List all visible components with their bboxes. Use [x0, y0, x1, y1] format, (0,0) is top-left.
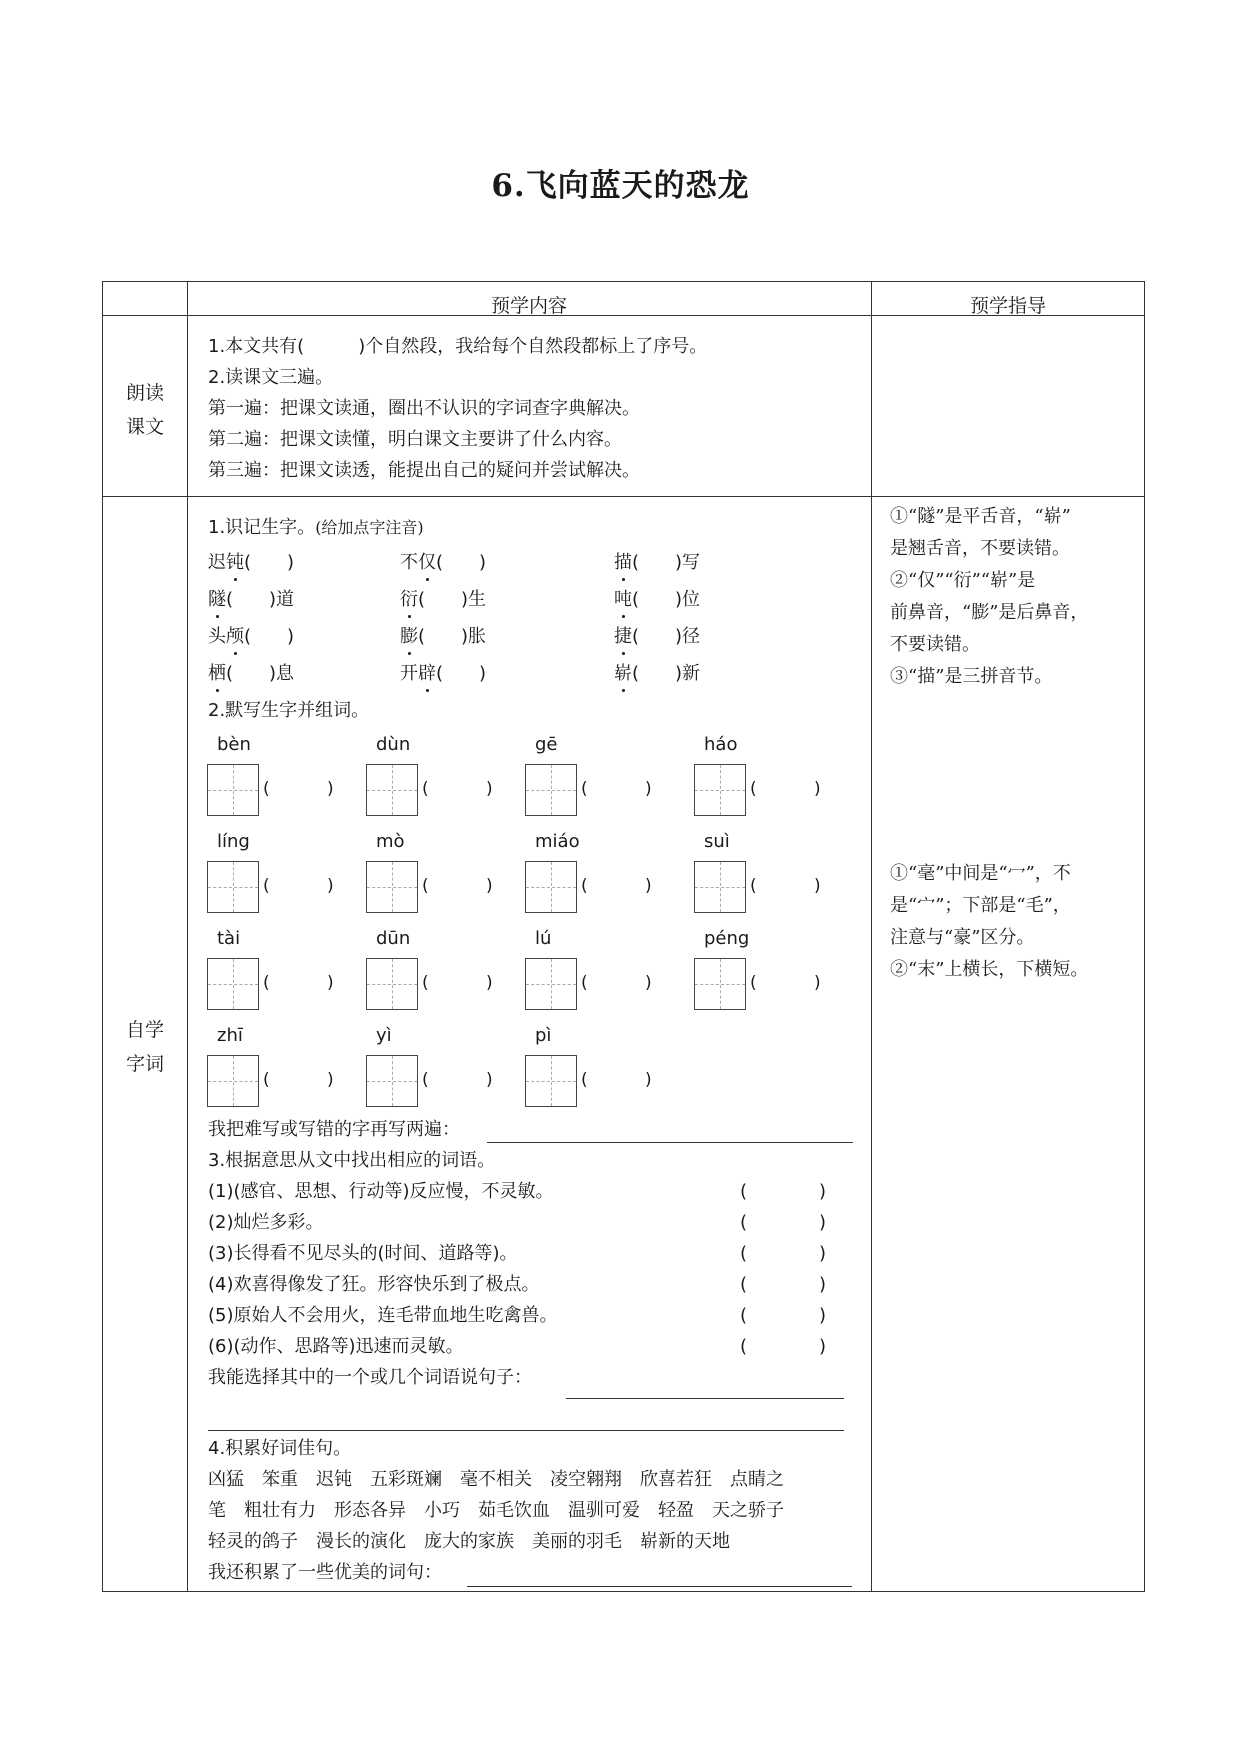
q1-item-dotted-char: 辟 [418, 663, 436, 684]
word-blank-open: ( [750, 973, 757, 993]
word-blank-close: ) [486, 973, 493, 993]
q4-line-3: 轻灵的鸽子 漫长的演化 庞大的家族 美丽的羽毛 崭新的天地 [208, 1531, 730, 1552]
word-blank-open: ( [581, 876, 588, 896]
q1-item-dotted-char: 仅 [418, 552, 436, 573]
pinyin-label: péng [704, 928, 750, 949]
guide-a-line-2: 是翘舌音，不要读错。 [890, 538, 1070, 559]
q1-item-blank[interactable]: ( )胀 [418, 626, 487, 647]
word-blank-close: ) [327, 1070, 334, 1090]
guide-a-line-3: ②“仅”“衍”“崭”是 [890, 570, 1036, 591]
reading-label [103, 376, 187, 444]
q1-item [208, 662, 294, 686]
word-blank-open: ( [263, 1070, 270, 1090]
word-blank-close: ) [645, 1070, 652, 1090]
q1-note: (给加点字注音) [315, 518, 424, 537]
q1-item-blank[interactable]: ( )径 [632, 626, 701, 647]
word-blank-close: ) [814, 973, 821, 993]
q3-title: 3.根据意思从文中找出相应的词语。 [208, 1150, 496, 1171]
writing-grid-box[interactable] [525, 1055, 577, 1107]
q1-item-dotted-char: 膨 [400, 626, 418, 647]
q1-item [208, 588, 294, 612]
word-blank-open: ( [750, 876, 757, 896]
guide-a-line-4: 前鼻音，“膨”是后鼻音， [890, 602, 1089, 623]
writing-grid-box[interactable] [525, 861, 577, 913]
word-blank-open: ( [581, 779, 588, 799]
writing-grid-box[interactable] [366, 861, 418, 913]
pinyin-label: lú [535, 928, 552, 949]
writing-grid-box[interactable] [366, 1055, 418, 1107]
guide-pronunciation [890, 501, 1132, 693]
rewrite-label: 我把难写或写错的字再写两遍： [208, 1119, 460, 1140]
q1-item [614, 551, 700, 575]
q1-item-dotted-char: 捷 [614, 626, 632, 647]
pinyin-label: suì [704, 831, 730, 852]
word-blank-close: ) [645, 779, 652, 799]
q1-item-blank[interactable]: ( ) [436, 663, 487, 684]
page-title: 6.飞向蓝天的恐龙 [491, 168, 750, 204]
q1-item-blank[interactable]: ( ) [244, 626, 295, 647]
word-blank-open: ( [581, 973, 588, 993]
sentence-line-1[interactable] [566, 1398, 844, 1399]
writing-grid-box[interactable] [207, 764, 259, 816]
word-blank-close: ) [327, 876, 334, 896]
writing-grid-box[interactable] [694, 958, 746, 1010]
q1-item-prefix: 头 [208, 626, 226, 647]
reading-label-line1: 朗读 [125, 382, 164, 404]
q3-item: (3)长得看不见尽头的(时间、道路等)。 [208, 1243, 518, 1264]
reading-line-1: 1.本文共有( )个自然段，我给每个自然段都标上了序号。 [208, 336, 708, 357]
guide-a-line-1: ①“隧”是平舌音，“崭” [890, 506, 1071, 527]
word-blank-close: ) [645, 973, 652, 993]
guide-a-line-6: ③“描”是三拼音节。 [890, 666, 1053, 687]
reading-line-2: 2.读课文三遍。 [208, 367, 334, 388]
pinyin-label: háo [704, 734, 738, 755]
word-blank-open: ( [422, 1070, 429, 1090]
guide-b-line-4: ②“末”上横长，下横短。 [890, 959, 1089, 980]
col-divider-2 [871, 281, 872, 1592]
q3-item: (2)灿烂多彩。 [208, 1212, 324, 1233]
q1-item-blank[interactable]: ( )新 [632, 663, 701, 684]
word-blank-open: ( [263, 779, 270, 799]
word-blank-open: ( [422, 876, 429, 896]
q1-item-blank[interactable]: ( )位 [632, 589, 701, 610]
guide-writing [890, 858, 1132, 986]
q3-item: (1)(感官、思想、行动等)反应慢，不灵敏。 [208, 1181, 554, 1202]
header-guide: 预学指导 [969, 295, 1046, 317]
word-blank-open: ( [422, 973, 429, 993]
guide-b-line-1: ①“毫”中间是“冖”，不 [890, 863, 1071, 884]
q1-item-blank[interactable]: ( ) [436, 552, 487, 573]
writing-grid-box[interactable] [207, 1055, 259, 1107]
writing-grid-box[interactable] [366, 764, 418, 816]
word-blank-close: ) [327, 779, 334, 799]
pinyin-label: gē [535, 734, 558, 755]
word-blank-close: ) [645, 876, 652, 896]
self-study-label [103, 1013, 187, 1081]
word-blank-close: ) [486, 1070, 493, 1090]
writing-grid-box[interactable] [207, 958, 259, 1010]
q1-item [614, 662, 700, 686]
reading-line-5: 第三遍：把课文读透，能提出自己的疑问并尝试解决。 [208, 460, 640, 481]
q1-item [208, 551, 294, 575]
q3-item: (6)(动作、思路等)迅速而灵敏。 [208, 1336, 464, 1357]
q4-line-1: 凶猛 笨重 迟钝 五彩斑斓 毫不相关 凌空翱翔 欣喜若狂 点睛之 [208, 1469, 784, 1490]
pinyin-label: mò [376, 831, 405, 852]
q1-item-blank[interactable]: ( )道 [226, 589, 295, 610]
writing-grid-box[interactable] [525, 958, 577, 1010]
q1-item-prefix: 迟 [208, 552, 226, 573]
writing-grid-box[interactable] [366, 958, 418, 1010]
pinyin-label: tài [217, 928, 241, 949]
self-study-label-line2: 字词 [125, 1053, 164, 1075]
q4-title: 4.积累好词佳句。 [208, 1438, 352, 1459]
q1-item-dotted-char: 吨 [614, 589, 632, 610]
word-blank-open: ( [750, 779, 757, 799]
pinyin-label: zhī [217, 1025, 243, 1046]
q1-item-blank[interactable]: ( )生 [418, 589, 487, 610]
q1-item-dotted-char: 栖 [208, 663, 226, 684]
q1-item [400, 662, 486, 686]
pinyin-label: miáo [535, 831, 580, 852]
q3-answer-blank[interactable]: ( ) [740, 1212, 827, 1233]
q3-item: (4)欢喜得像发了狂。形容快乐到了极点。 [208, 1274, 540, 1295]
word-blank-close: ) [814, 779, 821, 799]
guide-a-line-5: 不要读错。 [890, 634, 980, 655]
q1-item-dotted-char: 颅 [226, 626, 244, 647]
q1-item [400, 625, 486, 649]
word-blank-open: ( [263, 876, 270, 896]
q1-item-prefix: 开 [400, 663, 418, 684]
q1-item-blank[interactable]: ( ) [244, 552, 295, 573]
pinyin-label: líng [217, 831, 250, 852]
rewrite-line[interactable] [487, 1142, 853, 1143]
pinyin-label: bèn [217, 734, 251, 755]
q1-item-blank[interactable]: ( )写 [632, 552, 701, 573]
q1-item [208, 625, 294, 649]
q3-item: (5)原始人不会用火，连毛带血地生吃禽兽。 [208, 1305, 558, 1326]
q1-item-dotted-char: 描 [614, 552, 632, 573]
sentence-line-2[interactable] [208, 1430, 844, 1431]
q3-answer-blank[interactable]: ( ) [740, 1274, 827, 1295]
q1-item [614, 588, 700, 612]
q3-answer-blank[interactable]: ( ) [740, 1305, 827, 1326]
pinyin-label: dūn [376, 928, 411, 949]
word-blank-open: ( [581, 1070, 588, 1090]
q1-item-dotted-char: 衍 [400, 589, 418, 610]
q1-item [400, 588, 486, 612]
row-divider [102, 496, 1145, 497]
reading-label-line2: 课文 [125, 416, 164, 438]
sentence-label: 我能选择其中的一个或几个词语说句子： [208, 1367, 532, 1388]
writing-grid-box[interactable] [207, 861, 259, 913]
word-blank-close: ) [486, 876, 493, 896]
word-blank-close: ) [327, 973, 334, 993]
pinyin-label: yì [376, 1025, 392, 1046]
q3-answer-blank[interactable]: ( ) [740, 1243, 827, 1264]
writing-grid-box[interactable] [694, 764, 746, 816]
q1-title [208, 516, 424, 540]
q3-answer-blank[interactable]: ( ) [740, 1181, 827, 1202]
q1-item-dotted-char: 钝 [226, 552, 244, 573]
writing-grid-box[interactable] [525, 764, 577, 816]
word-blank-close: ) [486, 779, 493, 799]
reading-line-4: 第二遍：把课文读懂，明白课文主要讲了什么内容。 [208, 429, 622, 450]
q1-item-dotted-char: 隧 [208, 589, 226, 610]
q3-answer-blank[interactable]: ( ) [740, 1336, 827, 1357]
q1-item [614, 625, 700, 649]
word-blank-close: ) [814, 876, 821, 896]
guide-b-line-2: 是“宀”；下部是“毛”， [890, 895, 1071, 916]
self-study-label-line1: 自学 [125, 1019, 164, 1041]
q1-item-blank[interactable]: ( )息 [226, 663, 295, 684]
reading-line-3: 第一遍：把课文读通，圈出不认识的字词查字典解决。 [208, 398, 640, 419]
accumulate-line[interactable] [467, 1586, 852, 1587]
q1-item-prefix: 不 [400, 552, 418, 573]
q1-title-text: 1.识记生字。 [208, 517, 316, 538]
guide-b-line-3: 注意与“豪”区分。 [890, 927, 1035, 948]
q1-item-dotted-char: 崭 [614, 663, 632, 684]
accumulate-label: 我还积累了一些优美的词句： [208, 1562, 442, 1583]
q4-line-2: 笔 粗壮有力 形态各异 小巧 茹毛饮血 温驯可爱 轻盈 天之骄子 [208, 1500, 784, 1521]
pinyin-label: pì [535, 1025, 552, 1046]
col-divider-1 [187, 281, 188, 1592]
pinyin-label: dùn [376, 734, 411, 755]
word-blank-open: ( [263, 973, 270, 993]
word-blank-open: ( [422, 779, 429, 799]
writing-grid-box[interactable] [694, 861, 746, 913]
q2-title: 2.默写生字并组词。 [208, 700, 370, 721]
q1-item [400, 551, 486, 575]
header-content: 预学内容 [490, 295, 567, 317]
